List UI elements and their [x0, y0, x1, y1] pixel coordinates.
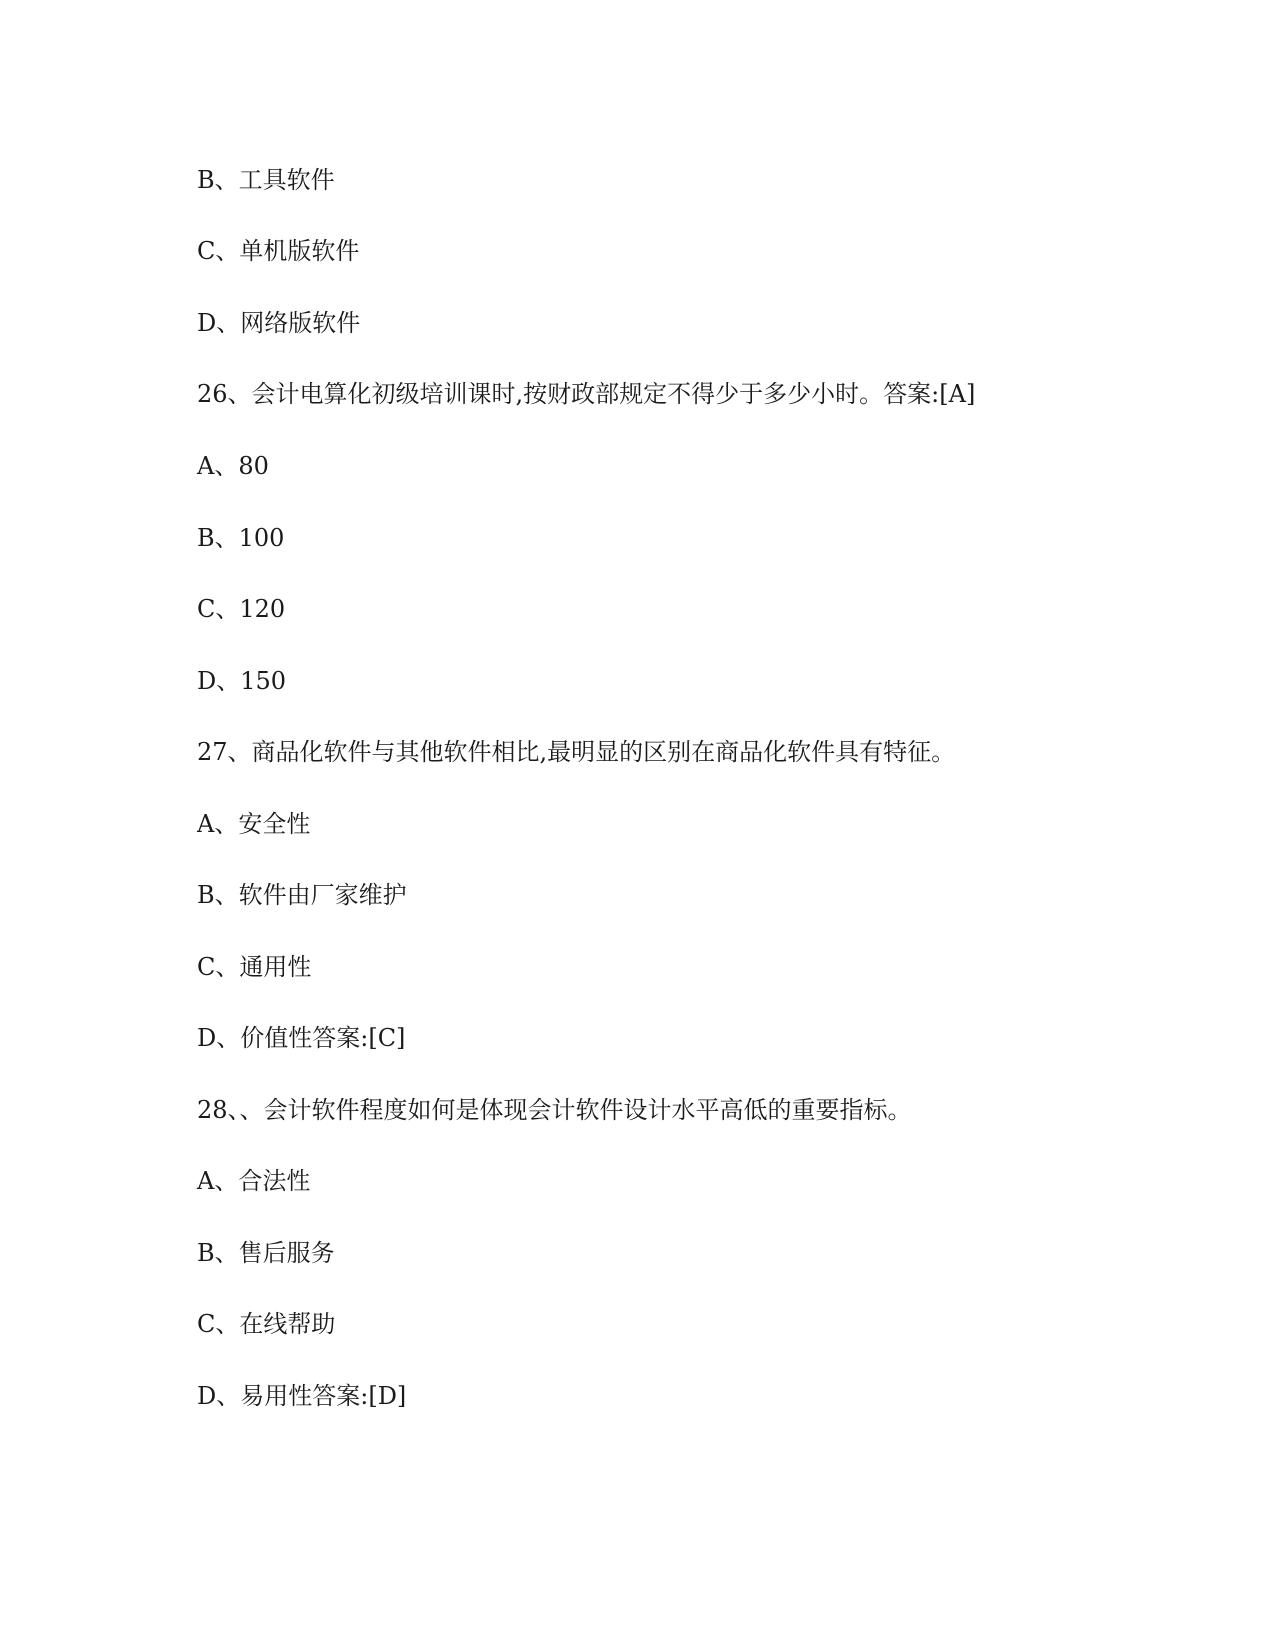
question-27-option-d: D、价值性答案:[C]: [197, 1024, 406, 1052]
question-28-option-a: A、合法性: [197, 1167, 311, 1195]
option-d-network-software: D、网络版软件: [197, 309, 361, 337]
question-26-option-b: B、100: [197, 524, 285, 552]
question-28: 28、、会计软件程度如何是体现会计软件设计水平高低的重要指标。: [197, 1096, 912, 1124]
question-28-option-d: D、易用性答案:[D]: [197, 1382, 407, 1410]
question-27: 27、商品化软件与其他软件相比,最明显的区别在商品化软件具有特征。: [197, 738, 956, 766]
option-c-standalone-software: C、单机版软件: [197, 237, 360, 265]
question-26-option-d: D、150: [197, 667, 287, 695]
question-27-option-a: A、安全性: [197, 810, 311, 838]
question-26-option-c: C、120: [197, 595, 286, 623]
option-b-tool-software: B、工具软件: [197, 166, 335, 194]
question-26: 26、会计电算化初级培训课时,按财政部规定不得少于多少小时。答案:[A]: [197, 380, 976, 408]
question-28-option-c: C、在线帮助: [197, 1310, 336, 1338]
question-26-option-a: A、80: [197, 452, 269, 480]
question-27-option-c: C、通用性: [197, 953, 312, 981]
question-28-option-b: B、售后服务: [197, 1239, 335, 1267]
question-27-option-b: B、软件由厂家维护: [197, 881, 407, 909]
